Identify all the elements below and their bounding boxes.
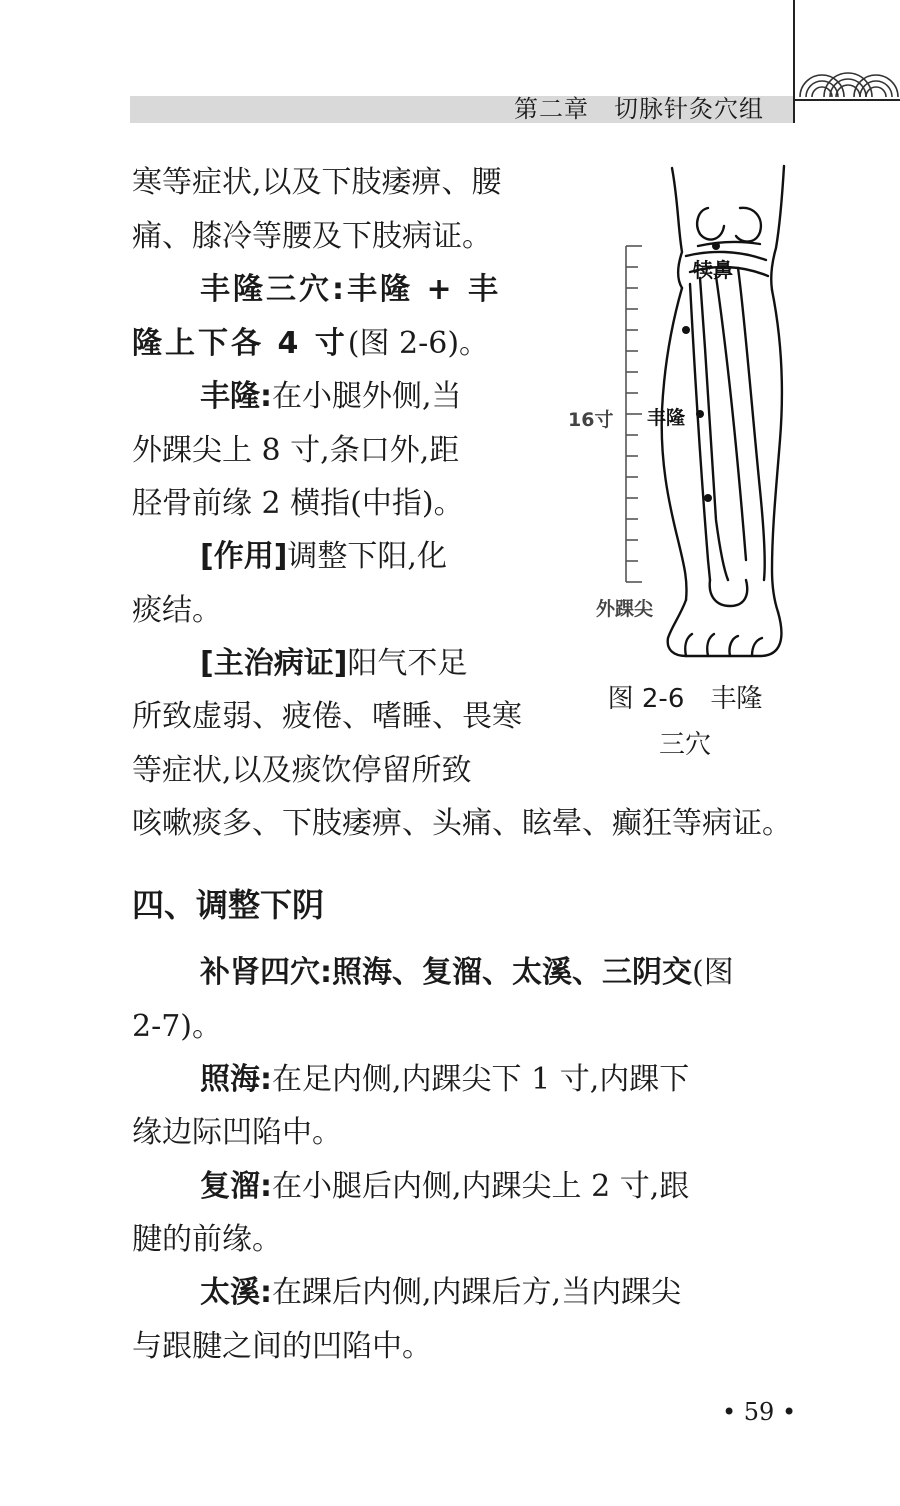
lower-point-marker	[704, 494, 712, 502]
bushen-line-1	[200, 946, 734, 1000]
effect-desc: 调整下阳,化	[287, 539, 447, 574]
fenglong-point-label: 丰隆:	[200, 379, 272, 414]
figure-2-6	[560, 160, 800, 684]
chapter-title: 第二章 切脉针灸穴组	[514, 95, 764, 123]
figure-caption	[590, 676, 780, 768]
effect-line-1	[200, 530, 447, 584]
fuliu-line-2: 腱的前缘。	[132, 1222, 282, 1257]
fenglong-point-marker	[696, 410, 704, 418]
taixi-label: 太溪:	[200, 1275, 272, 1310]
caption-line-2: 三穴	[658, 730, 711, 760]
fuliu-line-1	[200, 1160, 689, 1214]
bushen-group-title: 补肾四穴:照海、复溜、太溪、三阴交	[200, 955, 692, 990]
fenglong-point-line-2: 外踝尖上 8 寸,条口外,距	[132, 433, 460, 468]
dubi-label: 犊鼻	[693, 258, 733, 282]
group-title-bold: 隆上下各 4 寸	[132, 326, 348, 361]
fenglong-point-desc: 在小腿外侧,当	[272, 379, 462, 414]
figure-reference: (图 2-6)。	[347, 326, 490, 361]
fenglong-point-line-3: 胫骨前缘 2 横指(中指)。	[132, 486, 464, 521]
fenglong-group-title-line-2	[132, 317, 489, 371]
indication-line-4: 咳嗽痰多、下肢痿痹、头痛、眩晕、癫狂等病证。	[132, 806, 792, 841]
zhaohai-label: 照海:	[200, 1062, 272, 1097]
indication-line-2: 所致虚弱、疲倦、嗜睡、畏寒	[132, 699, 522, 734]
page-number: • 59 •	[722, 1398, 797, 1426]
fenglong-group-title: 丰隆三穴:丰隆 + 丰	[200, 272, 502, 307]
dubi-point-marker	[712, 242, 720, 250]
waihuaijian-label: 外踝尖	[596, 598, 654, 620]
fenglong-point-line-1	[200, 370, 462, 424]
taixi-desc: 在踝后内侧,内踝后方,当内踝尖	[272, 1275, 682, 1310]
bushen-line-2: 2-7)。	[132, 1009, 223, 1044]
intro-line-1: 寒等症状,以及下肢痿痹、腰	[132, 165, 502, 200]
chapter-header-bar	[130, 96, 794, 123]
upper-point-marker	[682, 326, 690, 334]
fenglong-figure-label: 丰隆	[647, 407, 686, 429]
zhaohai-line-1	[200, 1053, 689, 1107]
zhaohai-desc: 在足内侧,内踝尖下 1 寸,内踝下	[272, 1062, 690, 1097]
fuliu-label: 复溜:	[200, 1169, 272, 1204]
taixi-line-1	[200, 1266, 681, 1320]
section-heading: 四、调整下阴	[132, 886, 325, 924]
zhaohai-line-2: 缘边际凹陷中。	[132, 1115, 342, 1150]
corner-divider-vertical	[793, 0, 795, 123]
corner-divider-horizontal	[793, 99, 900, 101]
cloud-ornament-icon	[796, 55, 900, 99]
effect-label: [作用]	[200, 539, 288, 574]
intro-line-2: 痛、膝冷等腰及下肢病证。	[132, 219, 492, 254]
effect-line-2: 痰结。	[132, 593, 222, 628]
indication-label: [主治病证]	[200, 646, 348, 681]
indication-line-3: 等症状,以及痰饮停留所致	[132, 753, 472, 788]
ruler-16-cun-label: 16寸	[568, 409, 614, 431]
taixi-line-2: 与跟腱之间的凹陷中。	[132, 1329, 432, 1364]
indication-desc: 阳气不足	[347, 646, 468, 681]
bushen-figure-ref: (图	[692, 955, 734, 990]
indication-line-1	[200, 637, 467, 691]
fuliu-desc: 在小腿后内侧,内踝尖上 2 寸,跟	[272, 1169, 690, 1204]
caption-line-1: 图 2-6 丰隆	[607, 684, 763, 714]
